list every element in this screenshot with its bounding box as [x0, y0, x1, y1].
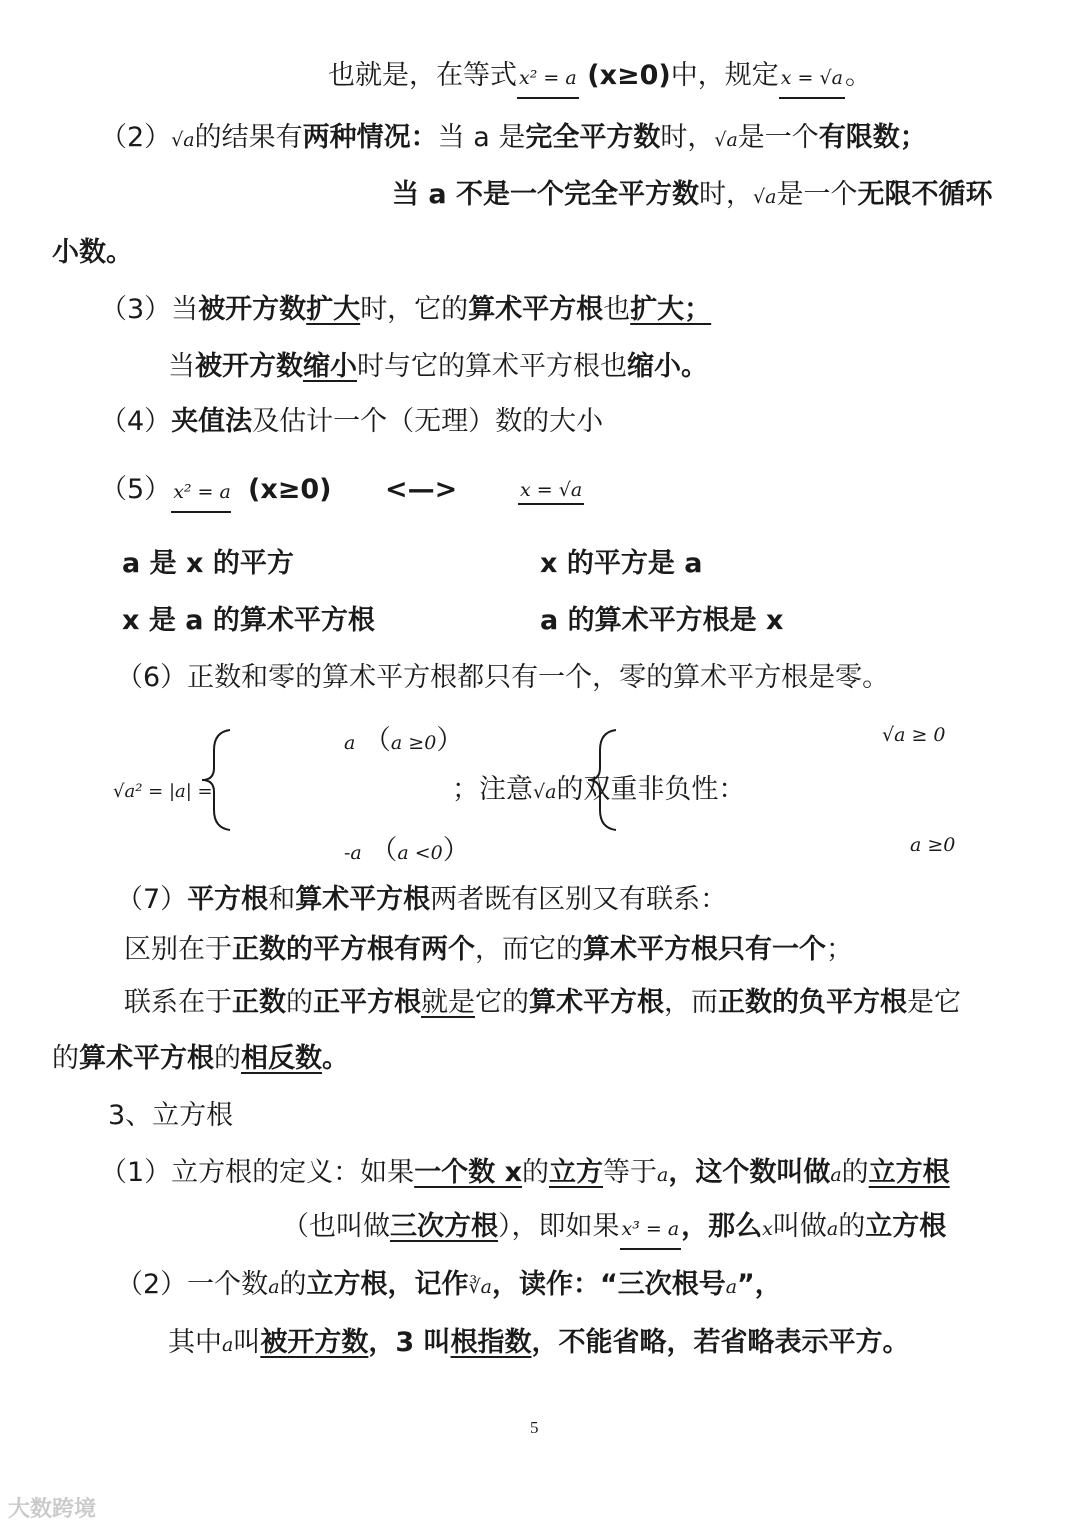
formula: √a — [533, 781, 557, 803]
section-heading: 3、立方根 — [108, 1100, 234, 1131]
text-line — [282, 1209, 946, 1250]
text: 算术平方根 — [529, 987, 664, 1018]
text: ，那么 — [681, 1211, 763, 1242]
text: 叫 — [233, 1327, 261, 1358]
text: 当 a 不是一个完全平方数 — [392, 179, 700, 210]
text-line: a 的算术平方根是 x — [540, 605, 784, 636]
text: ；注意 — [452, 774, 533, 805]
text: 和 — [268, 884, 296, 915]
text: 三次方根 — [390, 1211, 498, 1242]
text: 就是 — [421, 987, 475, 1018]
text-line — [100, 1155, 950, 1193]
item-number: （4） — [100, 406, 172, 437]
text: ） — [442, 835, 470, 866]
text: （2）一个数 — [116, 1269, 269, 1300]
text: 根指数 — [450, 1327, 532, 1358]
text: 若省略表示平方。 — [693, 1327, 910, 1358]
text-line — [116, 1267, 782, 1305]
text: 的 — [522, 1157, 550, 1188]
text: ，而它的 — [475, 934, 583, 965]
formula: ∛a — [468, 1276, 492, 1298]
formula: a <0 — [397, 842, 443, 864]
formula: x = √a — [779, 60, 845, 99]
text-line: a 是 x 的平方 — [122, 548, 294, 579]
text: 时， — [699, 179, 754, 210]
text: 也就是，在等式 — [328, 60, 517, 91]
case-row — [344, 828, 470, 867]
formula: √a² = |a| = — [113, 781, 213, 802]
formula: √a — [171, 129, 195, 151]
text: 是一个 — [737, 122, 819, 153]
text: 叫做 — [772, 1211, 827, 1242]
text: （也叫做 — [282, 1211, 390, 1242]
text: 算术平方根 — [468, 294, 604, 325]
text: 。 — [844, 60, 872, 91]
item-number: （2） — [100, 122, 172, 153]
text: 扩大； — [630, 294, 712, 325]
formula: a — [268, 1276, 280, 1298]
text: 的 — [286, 987, 313, 1018]
formula: x — [762, 1218, 773, 1240]
text: 正数 — [232, 987, 286, 1018]
text: 缩小。 — [627, 351, 708, 382]
text: 一个数 x — [414, 1157, 523, 1188]
text: 被开方数 — [198, 294, 307, 325]
condition: (x≥0) — [248, 474, 332, 505]
text: 缩小 — [303, 351, 357, 382]
text: ，不能省略， — [531, 1327, 694, 1358]
item-number: （5） — [100, 474, 172, 505]
formula: a — [657, 1164, 669, 1186]
formula: a — [725, 1276, 738, 1298]
text-line — [124, 985, 961, 1021]
text: 的结果有 — [194, 122, 303, 153]
text: 时， — [660, 122, 715, 153]
text: ”， — [737, 1269, 782, 1300]
text-line — [168, 349, 708, 385]
text: （ — [363, 725, 391, 756]
text: 是它 — [907, 987, 961, 1018]
text: 两者既有区别又有联系： — [430, 884, 728, 915]
formula: a ≥0 — [910, 834, 956, 856]
text: ，这个数叫做 — [668, 1157, 831, 1188]
arrow: <—> — [385, 474, 458, 505]
watermark: 大数跨境 — [8, 1497, 97, 1522]
text-line — [100, 120, 927, 158]
left-brace-icon — [200, 728, 236, 832]
text-line: 小数。 — [52, 237, 133, 268]
formula: a — [826, 1218, 839, 1240]
text: 的 — [279, 1269, 307, 1300]
text: ，记作 — [387, 1269, 469, 1300]
text: 正平方根 — [313, 987, 421, 1018]
text-line — [116, 882, 727, 918]
formula: x² = a — [171, 474, 231, 513]
text: 扩大 — [306, 294, 361, 325]
text: 正数的平方根有两个 — [232, 934, 475, 965]
text: 当 — [168, 351, 195, 382]
text: 正数的负平方根 — [718, 987, 907, 1018]
text-line — [392, 177, 992, 215]
formula: a ≥0 — [390, 732, 437, 754]
condition: (x≥0) — [587, 60, 671, 91]
text: ，3 叫 — [368, 1327, 451, 1358]
formula: -a — [344, 842, 362, 864]
formula: √a ≥ 0 — [882, 724, 946, 746]
text: 无限不循环 — [857, 179, 993, 210]
formula: a — [344, 732, 356, 754]
text-line — [328, 58, 872, 99]
text-line — [100, 292, 711, 328]
text: 的双重非负性： — [556, 774, 746, 805]
text: 夹值法 — [171, 406, 253, 437]
formula: √a — [753, 186, 777, 208]
text: 算术平方根 — [79, 1043, 214, 1074]
text: 也 — [603, 294, 631, 325]
text: 被开方数 — [195, 351, 303, 382]
formula: x³ = a — [620, 1211, 682, 1250]
text: 算术平方根 — [295, 884, 431, 915]
text: ），即如果 — [498, 1211, 620, 1242]
text: 算术平方根只有一个 — [583, 934, 826, 965]
text: ； — [826, 934, 853, 965]
text: ，读作：“三次根号 — [491, 1269, 726, 1300]
text: 联系在于 — [124, 987, 232, 1018]
text-line: （6）正数和零的算术平方根都只有一个，零的算术平方根是零。 — [116, 662, 890, 693]
text: 被开方数 — [260, 1327, 369, 1358]
item-number: （7） — [116, 884, 188, 915]
formula: √a — [714, 129, 738, 151]
text-line — [124, 932, 853, 968]
text: 两种情况： — [302, 122, 438, 153]
text: （1）立方根的定义：如果 — [100, 1157, 415, 1188]
text: 立方根 — [306, 1269, 388, 1300]
text: 立方 — [549, 1157, 604, 1188]
text: 的 — [214, 1043, 241, 1074]
text: ，而 — [664, 987, 718, 1018]
text: （ — [370, 835, 398, 866]
formula: x² = a — [517, 60, 579, 99]
text: 完全平方数 — [525, 122, 661, 153]
text: 及估计一个（无理）数的大小 — [252, 406, 604, 437]
text-line — [100, 404, 603, 440]
text-line: x 的平方是 a — [540, 548, 703, 579]
text: 有限数； — [818, 122, 927, 153]
page-number: 5 — [530, 1418, 539, 1437]
text: 等于 — [603, 1157, 658, 1188]
formula: a — [222, 1334, 234, 1356]
text: 。 — [322, 1043, 349, 1074]
text: 区别在于 — [124, 934, 232, 965]
text: ） — [436, 725, 464, 756]
text: 是一个 — [776, 179, 858, 210]
text: 中，规定 — [670, 60, 779, 91]
left-brace-icon — [586, 728, 622, 832]
text-line — [100, 472, 231, 513]
item-number: （3）当 — [100, 294, 199, 325]
formula: a — [830, 1164, 842, 1186]
text: 的 — [841, 1157, 869, 1188]
text: 的 — [838, 1211, 866, 1242]
text-line — [52, 1041, 349, 1077]
text: 时与它的算术平方根也 — [357, 351, 627, 382]
text: 相反数 — [241, 1043, 322, 1074]
text: 平方根 — [187, 884, 269, 915]
formula: x = √a — [518, 478, 584, 505]
text: 当 a 是 — [437, 122, 526, 153]
text: 立方根 — [865, 1211, 947, 1242]
text: 其中 — [168, 1327, 222, 1358]
text: 时，它的 — [360, 294, 469, 325]
text: 立方根 — [868, 1157, 950, 1188]
text: 它的 — [475, 987, 529, 1018]
text-line: x 是 a 的算术平方根 — [122, 605, 375, 636]
case-row — [344, 718, 463, 757]
text: 的 — [52, 1043, 79, 1074]
text-line — [168, 1325, 910, 1363]
